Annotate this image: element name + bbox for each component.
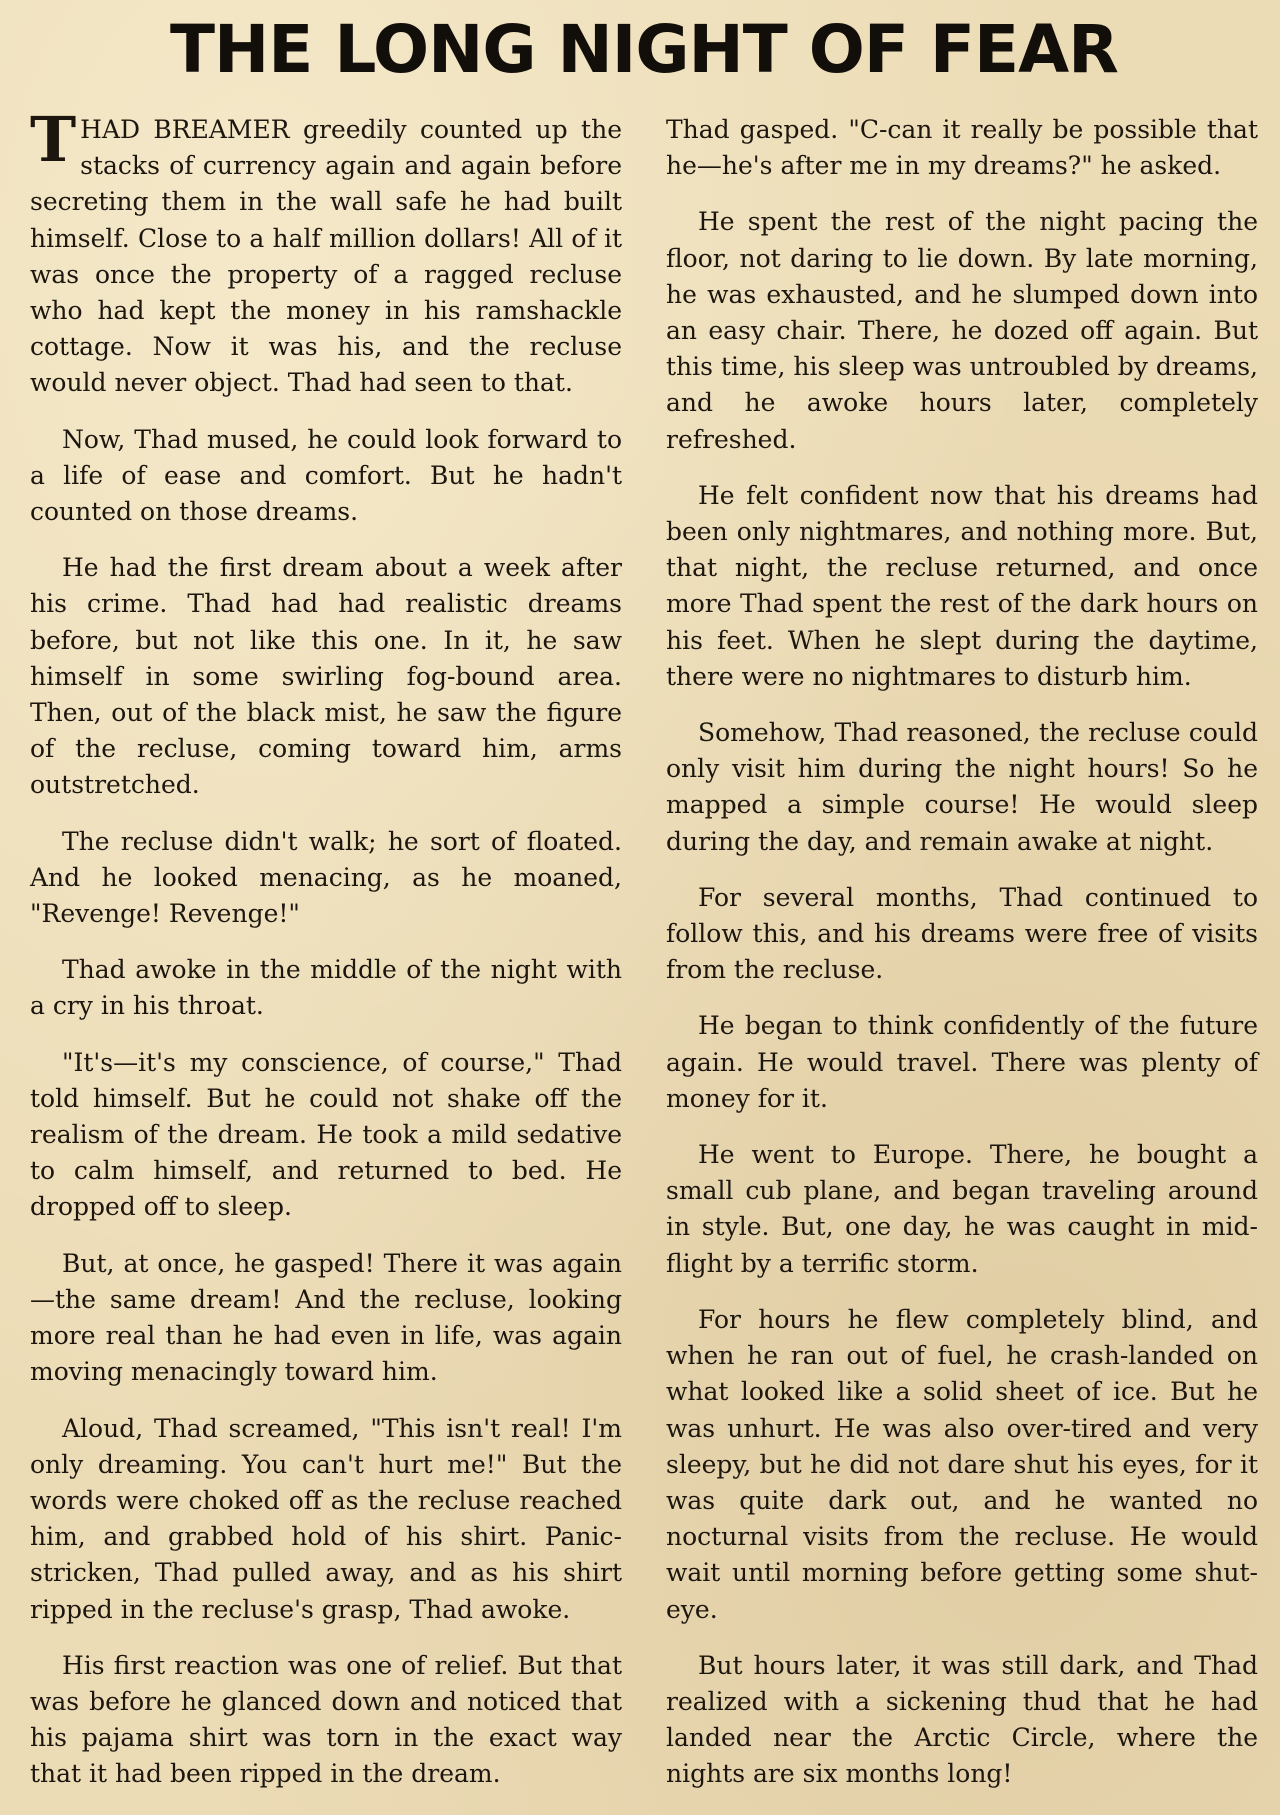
story-columns bbox=[30, 103, 1258, 1813]
paragraph-right-5: For several months, Thad continued to follow this, and his dreams were free of visits from the recluse. bbox=[666, 882, 1258, 985]
story-title: THE LONG NIGHT OF FEAR bbox=[170, 11, 1118, 88]
paragraph-left-4: The recluse didn't walk; he sort of floated. And he looked menacing, as he moaned, "Revenge! Revenge!" bbox=[30, 826, 622, 929]
paragraph-right-3: He felt confident now that his dreams had been only nightmares, and nothing more. But, that night, the recluse returned, and once more Thad spent the rest of the dark hours on his feet. When he slept during the daytime, there were no nightmares to disturb him. bbox=[666, 480, 1258, 691]
paragraph-left-5: Thad awoke in the middle of the night with a cry in his throat. bbox=[30, 955, 622, 1021]
paragraph-right-6: He began to think confidently of the future again. He would travel. There was plenty of money for it. bbox=[666, 1011, 1258, 1113]
paragraph-right-4: Somehow, Thad reasoned, the recluse could only visit him during the night hours! So he mapped a simple course! He would sleep during the day, and remain awake at night. bbox=[666, 718, 1258, 856]
paragraph-left-7: But, at once, he gasped! There it was again —the same dream! And the recluse, looking more real than he had even in life, was again moving menacingly toward him. bbox=[30, 1248, 622, 1387]
paragraph-left-9: His first reaction was one of relief. But that was before he glanced down and noticed that his pajama shirt was torn in the exact way that it had been ripped in the dream. bbox=[30, 1650, 622, 1789]
paragraph-right-8: For hours he flew completely blind, and when he ran out of fuel, he crash-landed on what looked like a solid sheet of ice. But he was unhurt. He was also over-tired and very sleepy, but he did not dare shut his eyes, for it was quite dark out, and he wanted no nocturnal visits from the recluse. He would wait until morning before getting some shut-eye. bbox=[666, 1304, 1258, 1624]
left-column bbox=[30, 103, 622, 1813]
right-column bbox=[666, 112, 1258, 1813]
paragraph-right-2: He spent the rest of the night pacing the floor, not daring to lie down. By late morning, he was exhausted, and he slumped down into an easy chair. There, he dozed off again. But this time, his sleep was untroubled by dreams, and he awoke hours later, completely refreshed. bbox=[666, 207, 1258, 454]
paragraph-left-6: "It's—it's my conscience, of course," Thad told himself. But he could not shake off the realism of the dream. He took a mild sedative to calm himself, and returned to bed. He dropped off to sleep. bbox=[30, 1047, 622, 1222]
paragraph-left-2: Now, Thad mused, he could look forward to a life of ease and comfort. But he hadn't counted on those dreams. bbox=[30, 424, 622, 527]
paragraph-left-1-text: HAD BREAMER greedily counted up the stacks of currency again and again before secreting them in the wall safe he had built himself. Close to a half million dollars! All of it was once the property of a ragged recluse who had kept the money in his ramshackle cottage. Now it was his, and the recluse would never object. Thad had seen to that. bbox=[30, 115, 622, 398]
paragraph-left-1 bbox=[30, 103, 622, 402]
drop-cap: T bbox=[30, 103, 77, 176]
paragraph-right-9: But hours later, it was still dark, and Thad realized with a sickening thud that he had landed near the Arctic Circle, where the nights are six months long! bbox=[666, 1650, 1258, 1789]
paragraph-right-1: Thad gasped. "C-can it really be possible that he—he's after me in my dreams?" he asked. bbox=[666, 115, 1258, 181]
paragraph-left-8: Aloud, Thad screamed, "This isn't real! I'm only dreaming. You can't hurt me!" But the words were choked off as the recluse reached him, and grabbed hold of his shirt. Panic-stricken, Thad pulled away, and as his shirt ripped in the recluse's grasp, Thad awoke. bbox=[30, 1413, 622, 1624]
paragraph-left-3: He had the first dream about a week after his crime. Thad had had realistic dreams before, but not like this one. In it, he saw himself in some swirling fog-bound area. Then, out of the black mist, he saw the figure of the recluse, coming toward him, arms outstretched. bbox=[30, 553, 622, 800]
paragraph-right-7: He went to Europe. There, he bought a small cub plane, and began traveling around in style. But, one day, he was caught in mid-flight by a terrific storm. bbox=[666, 1140, 1258, 1278]
